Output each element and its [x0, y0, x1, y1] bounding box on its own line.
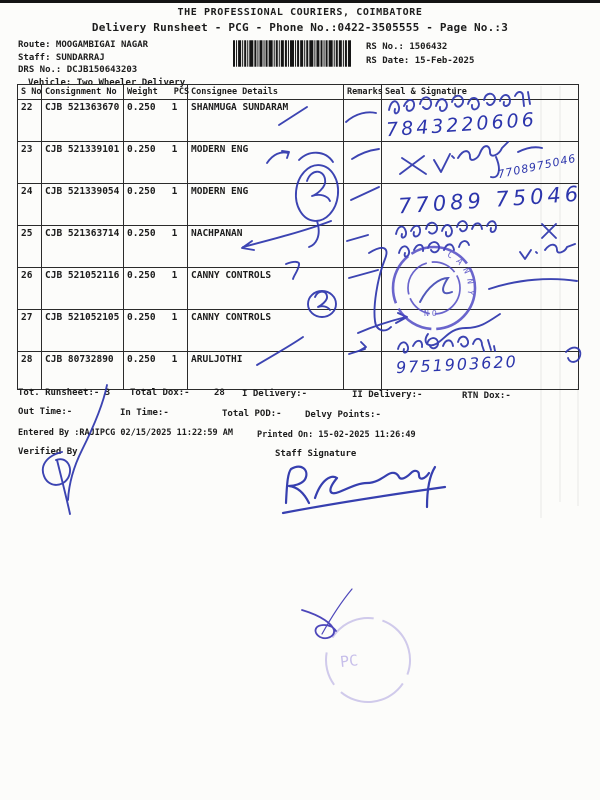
col-pcs: PCS — [173, 87, 190, 97]
in-time: In Time:- — [120, 408, 169, 418]
cell-remarks — [344, 268, 382, 310]
cell-sno: 24 — [18, 184, 42, 226]
col-consignment: Consignment No — [42, 85, 124, 100]
i-delivery: I Delivery:- — [242, 389, 308, 399]
rs-no-line: RS No.: 1506432 — [366, 42, 448, 52]
cell-sno: 23 — [18, 142, 42, 184]
staff-signature-label: Staff Signature — [275, 449, 357, 459]
scan-streak — [577, 384, 579, 506]
printed-on: Printed On: 15-02-2025 11:26:49 — [257, 430, 416, 440]
bottom-stamp-area — [302, 589, 427, 719]
cell-consignment: CJB 80732890 — [42, 352, 124, 390]
cell-sno: 27 — [18, 310, 42, 352]
cell-consignee: MODERN ENG — [188, 142, 344, 184]
cell-consignment: CJB 521363714 — [42, 226, 124, 268]
cell-weight-pcs — [124, 352, 188, 390]
cell-pcs: 1 — [171, 354, 178, 365]
cell-consignment: CJB 521052116 — [42, 268, 124, 310]
table-row — [18, 310, 579, 352]
cell-seal — [382, 268, 579, 310]
courier-stamp-ring — [309, 601, 427, 719]
entered-by: Entered By :RAJIPCG 02/15/2025 11:22:59 AM — [18, 428, 233, 438]
ii-delivery: II Delivery:- — [352, 390, 423, 400]
stamp-bottom-text: NO — [424, 309, 440, 318]
verified-by-label: Verified By — [18, 447, 78, 457]
signature-letter — [286, 467, 309, 503]
route-line: Route: MOOGAMBIGAI NAGAR — [18, 40, 149, 50]
cell-consignment: CJB 521363670 — [42, 100, 124, 142]
cell-remarks — [344, 310, 382, 352]
col-remarks: Remarks — [344, 85, 382, 100]
cell-weight-pcs — [124, 142, 188, 184]
cell-weight-pcs — [124, 226, 188, 268]
cell-weight-pcs — [124, 268, 188, 310]
cell-weight: 0.250 — [127, 228, 156, 239]
total-dox-label: Total Dox:- — [130, 388, 190, 398]
rs-date-line: RS Date: 15-Feb-2025 — [366, 55, 475, 66]
cell-weight-pcs — [124, 184, 188, 226]
col-seal: Seal & Signature — [382, 85, 579, 100]
pen-loop — [302, 610, 336, 638]
cell-weight-pcs — [124, 310, 188, 352]
vehicle-line: Vehicle: Two Wheeler Delivery — [28, 77, 186, 88]
table-row — [18, 142, 579, 184]
cell-consignee: SHANMUGA SUNDARAM — [188, 100, 344, 142]
scan-streak — [559, 86, 561, 502]
cell-sno: 25 — [18, 226, 42, 268]
signature-flourish — [315, 471, 429, 498]
drs-no-line: DRS No.: DCJB150643203 — [18, 65, 138, 76]
table-row — [18, 226, 579, 268]
rs-barcode — [233, 40, 351, 67]
rtn-dox: RTN Dox:- — [462, 391, 511, 401]
table-row — [18, 268, 579, 310]
cell-remarks — [344, 184, 382, 226]
shipment-meta-left — [18, 39, 185, 89]
cell-pcs: 1 — [171, 228, 178, 239]
cell-weight: 0.250 — [127, 270, 156, 281]
cell-pcs: 1 — [171, 270, 178, 281]
delvy-points: Delvy Points:- — [305, 410, 381, 420]
pen-stroke — [322, 589, 352, 634]
out-time: Out Time:- — [18, 407, 73, 417]
signature-stroke — [427, 467, 435, 507]
handwritten-phone-row24: 77089 75046 — [397, 181, 583, 219]
cell-remarks — [344, 352, 382, 390]
tot-runsheet: Tot. Runsheet:- 3 — [18, 388, 111, 398]
verified-by-signature — [43, 452, 70, 514]
col-consignee: Consignee Details — [188, 85, 344, 100]
cell-sno: 22 — [18, 100, 42, 142]
courier-stamp-text: PC — [339, 651, 360, 671]
cell-consignment: CJB 521339101 — [42, 142, 124, 184]
cell-remarks — [344, 226, 382, 268]
cell-remarks — [344, 142, 382, 184]
col-weight-pcs — [124, 85, 188, 100]
col-weight: Weight — [127, 87, 158, 97]
cell-sno: 26 — [18, 268, 42, 310]
cell-weight: 0.250 — [127, 144, 156, 155]
total-pod: Total POD:- — [222, 409, 282, 419]
page-title: THE PROFESSIONAL COURIERS, COIMBATORE — [177, 7, 423, 18]
cell-seal — [382, 226, 579, 268]
cell-weight-pcs — [124, 100, 188, 142]
cell-consignee: ARULJOTHI — [188, 352, 344, 390]
cell-consignee: CANNY CONTROLS — [188, 310, 344, 352]
signature-underline — [283, 487, 445, 513]
table-header-row — [18, 85, 579, 100]
staff-signature-ink — [283, 467, 445, 513]
cell-remarks — [344, 100, 382, 142]
cell-pcs: 1 — [171, 144, 178, 155]
cell-weight: 0.250 — [127, 312, 156, 323]
cell-pcs: 1 — [171, 186, 178, 197]
handwritten-phone-row23: 7708975046 — [496, 151, 578, 182]
cell-weight: 0.250 — [127, 186, 156, 197]
cell-weight: 0.250 — [127, 354, 156, 365]
page-subtitle: Delivery Runsheet - PCG - Phone No.:0422-3505555 - Page No.:3 — [91, 21, 509, 34]
cell-sno: 28 — [18, 352, 42, 390]
handwritten-phone-row28: 9751903620 — [395, 351, 519, 378]
cell-pcs: 1 — [171, 102, 178, 113]
rs-meta — [366, 41, 474, 68]
cell-consignee: NACHPANAN — [188, 226, 344, 268]
cell-consignee: MODERN ENG — [188, 184, 344, 226]
scan-streak — [540, 86, 542, 518]
scan-edge-bar — [0, 0, 600, 3]
cell-weight: 0.250 — [127, 102, 156, 113]
cell-consignment: CJB 521052105 — [42, 310, 124, 352]
cell-seal — [382, 310, 579, 352]
staff-line: Staff: SUNDARRAJ — [18, 52, 105, 63]
cell-pcs: 1 — [171, 312, 178, 323]
col-sno: S No — [18, 85, 42, 100]
total-dox-value: 28 — [214, 388, 225, 398]
cell-consignment: CJB 521339054 — [42, 184, 124, 226]
cell-consignee: CANNY CONTROLS — [188, 268, 344, 310]
pen-stroke — [68, 385, 107, 500]
stamp-arc-text: CANNY — [445, 249, 476, 301]
handwritten-phone-row22: 7843220606 — [385, 108, 538, 142]
